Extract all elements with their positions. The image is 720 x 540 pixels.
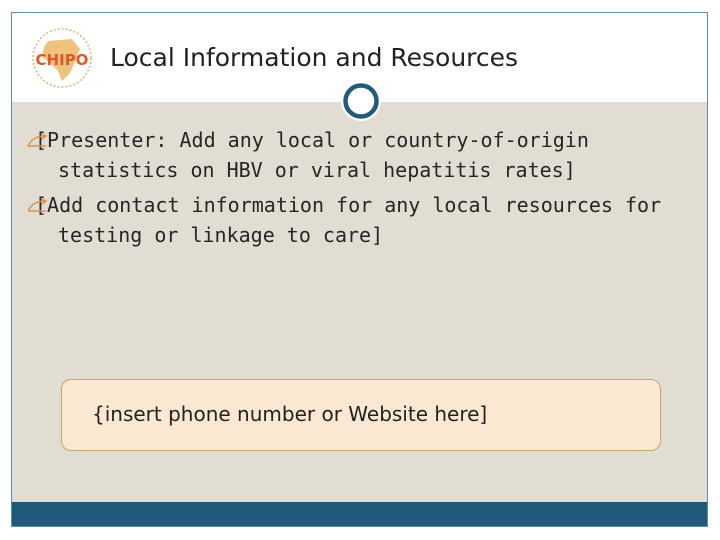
callout-text: {insert phone number or Website here] xyxy=(92,402,488,426)
bullet-item xyxy=(24,125,699,185)
contact-callout-box xyxy=(61,379,661,451)
footer-bar xyxy=(12,502,707,526)
bullet-line: testing or linkage to care] xyxy=(58,223,384,247)
bullet-line: [Presenter: Add any local or country-of-origin xyxy=(35,128,589,152)
arrow-bullet-icon xyxy=(26,134,48,148)
chipo-logo xyxy=(26,27,98,89)
bullet-text xyxy=(35,125,699,185)
logo-wordmark: CHIPO xyxy=(35,51,89,69)
bullet-line: statistics on HBV or viral hepatitis rates] xyxy=(58,158,576,182)
slide xyxy=(11,12,708,527)
arrow-bullet-icon xyxy=(26,199,48,213)
bullet-list xyxy=(24,125,699,255)
bullet-item xyxy=(24,190,699,250)
circle-ornament-icon xyxy=(339,79,383,123)
bullet-line: [Add contact information for any local resources for xyxy=(35,193,662,217)
bullet-text xyxy=(35,190,699,250)
page-title: Local Information and Resources xyxy=(110,43,519,72)
